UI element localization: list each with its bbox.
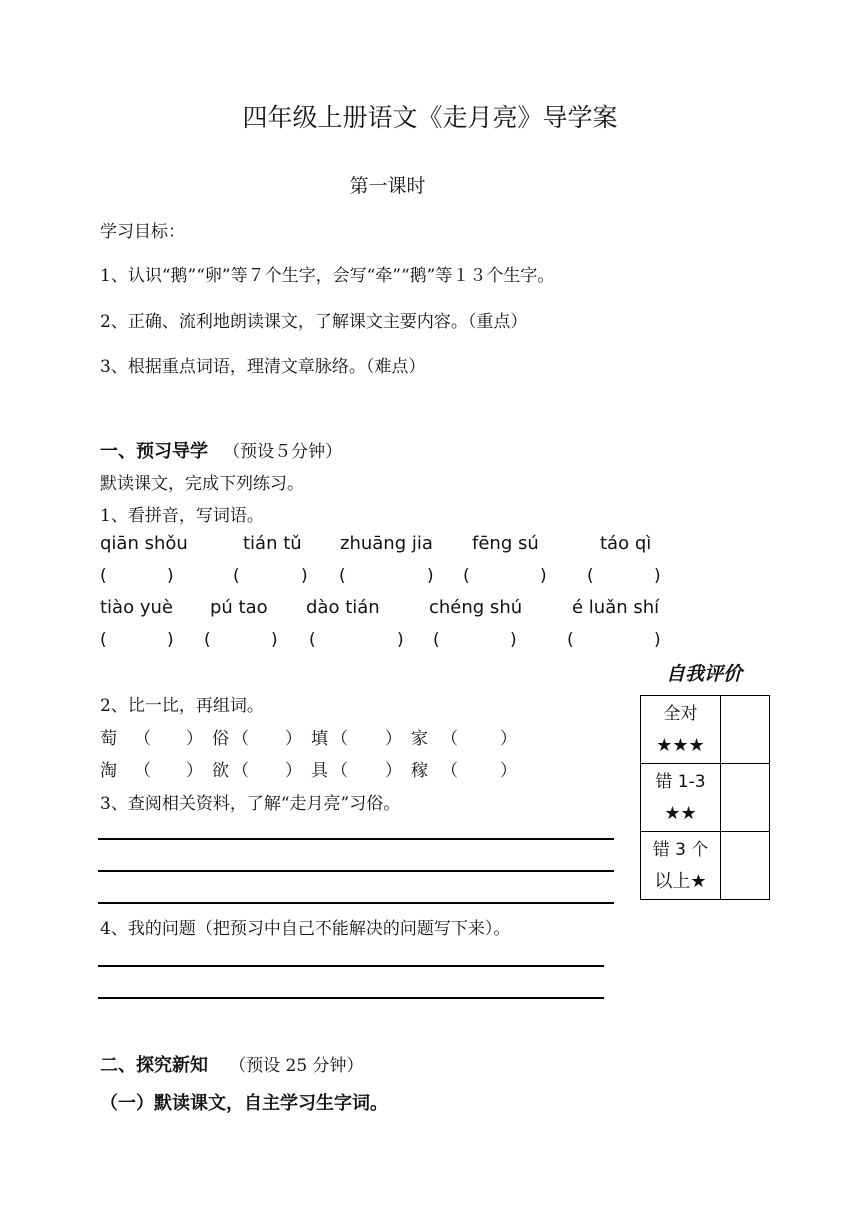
compare-char: 具 [311,761,328,781]
pinyin-word: qiān shǒu [100,533,188,554]
answer-blank-open: ( [204,630,211,650]
objectives-heading: 学习目标： [100,222,185,242]
fill-blank-close: ） [186,761,203,781]
question-1: 1、看拼音，写词语。 [100,506,264,526]
fill-blank-close: ） [285,761,302,781]
section2-header [100,1051,364,1077]
fill-blank-open: （ [134,761,151,781]
pinyin-word: zhuāng jia [340,533,433,554]
lesson-subtitle: 第一课时 [349,175,426,197]
self-eval-title: 自我评价 [666,663,743,685]
self-eval-criteria: 错 1-3 [655,771,706,792]
answer-blank-open: ( [587,566,594,586]
compare-char: 淘 [100,761,117,781]
self-eval-label [641,832,721,900]
answer-blank-open: ( [433,630,440,650]
fill-blank-open: （ [331,729,348,749]
pinyin-word: tián tǔ [243,533,302,554]
answer-blank-open: ( [100,630,107,650]
fill-blank-close: ） [285,729,302,749]
answer-line[interactable] [98,997,604,999]
star-rating: 以上★ [654,870,707,892]
answer-blank-close: ) [510,630,517,650]
answer-blank-close: ) [540,566,547,586]
page-title: 四年级上册语文《走月亮》导学案 [242,103,618,132]
pinyin-word: tiào yuè [100,597,173,618]
answer-blank-close: ) [654,566,661,586]
answer-blank-close: ) [271,630,278,650]
pinyin-word: dào tián [306,597,380,618]
star-rating: ★★★ [656,734,705,756]
self-eval-label [641,696,721,764]
fill-blank-close: ） [500,761,517,781]
objective-item: 2、正确、流利地朗读课文，了解课文主要内容。（重点） [100,312,528,332]
pinyin-word: fēng sú [472,533,539,554]
fill-blank-open: （ [331,761,348,781]
answer-blank-open: ( [100,566,107,586]
self-eval-criteria: 全对 [663,703,698,724]
self-eval-row [641,764,770,832]
answer-line[interactable] [98,870,614,872]
objective-item: 3、根据重点词语，理清文章脉络。（难点） [100,357,426,377]
answer-blank-close: ) [301,566,308,586]
pinyin-word: é luǎn shí [572,597,660,618]
answer-line[interactable] [98,965,604,967]
self-eval-check-cell[interactable] [721,832,770,900]
self-eval-check-cell[interactable] [721,764,770,832]
section2-heading: 二、探究新知 [100,1055,208,1076]
answer-blank-open: ( [233,566,240,586]
self-eval-label [641,764,721,832]
question-4: 4、我的问题（把预习中自己不能解决的问题写下来）。 [100,919,511,939]
compare-char: 家 [411,729,428,749]
self-eval-row [641,696,770,764]
answer-blank-open: ( [463,566,470,586]
objective-item: 1、认识“鹅”“卵”等７个生字，会写“牵”“鹅”等１３个生字。 [100,266,555,286]
star-rating: ★★ [664,802,697,824]
self-eval-criteria: 错 3 个 [652,839,709,860]
self-eval-row [641,832,770,900]
pinyin-word: chéng shú [429,597,523,618]
section1-heading: 一、预习导学 [100,441,208,462]
fill-blank-open: （ [441,761,458,781]
answer-line[interactable] [98,902,614,904]
fill-blank-open: （ [232,729,249,749]
section2-time: （预设 25 分钟） [229,1056,364,1076]
answer-blank-open: ( [309,630,316,650]
fill-blank-open: （ [134,729,151,749]
section1-header [100,437,342,463]
fill-blank-close: ） [385,761,402,781]
answer-blank-close: ) [397,630,404,650]
fill-blank-open: （ [232,761,249,781]
pinyin-word: táo qì [600,533,652,554]
answer-blank-close: ) [167,630,174,650]
section2-subheading: （一）默读课文，自主学习生字词。 [100,1093,388,1114]
compare-char: 填 [311,729,328,749]
section1-intro: 默读课文，完成下列练习。 [100,474,304,494]
answer-blank-close: ) [167,566,174,586]
compare-char: 俗 [212,729,229,749]
section1-time: （预设５分钟） [223,442,343,462]
self-eval-check-cell[interactable] [721,696,770,764]
answer-blank-close: ) [427,566,434,586]
compare-char: 萄 [100,729,117,749]
self-eval-table [640,695,770,900]
fill-blank-open: （ [441,729,458,749]
fill-blank-close: ） [186,729,203,749]
compare-char: 欲 [212,761,229,781]
pinyin-word: pú tao [210,597,268,618]
fill-blank-close: ） [500,729,517,749]
fill-blank-close: ） [385,729,402,749]
answer-blank-open: ( [339,566,346,586]
question-3: 3、查阅相关资料，了解“走月亮”习俗。 [100,794,401,814]
answer-blank-open: ( [567,630,574,650]
question-2: 2、比一比，再组词。 [100,696,264,716]
answer-line[interactable] [98,838,614,840]
answer-blank-close: ) [654,630,661,650]
compare-char: 稼 [411,761,428,781]
